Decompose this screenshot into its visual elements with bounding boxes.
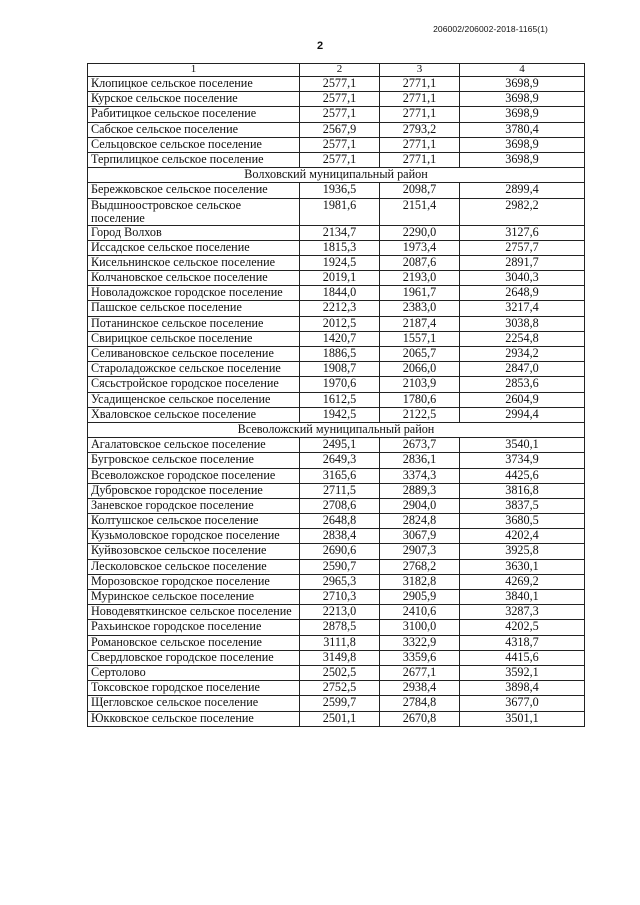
value-cell-col4: 3816,8 [460,483,585,498]
column-header: 2 [300,64,380,77]
value-cell-col4: 3287,3 [460,605,585,620]
table-row [88,198,585,225]
value-cell-col3: 2905,9 [380,590,460,605]
value-cell-col3: 1961,7 [380,286,460,301]
value-cell-col4: 3680,5 [460,514,585,529]
settlement-name-cell: Селивановское сельское поселение [88,347,300,362]
value-cell-col3: 2824,8 [380,514,460,529]
value-cell-col4: 2891,7 [460,255,585,270]
value-cell-col2: 2577,1 [300,137,380,152]
settlement-name-cell: Щегловское сельское поселение [88,696,300,711]
settlement-name-cell: Юкковское сельское поселение [88,711,300,726]
value-cell-col3: 3182,8 [380,574,460,589]
value-cell-col2: 2012,5 [300,316,380,331]
settlement-name-cell: Сясьстройское городское поселение [88,377,300,392]
value-cell-col2: 2690,6 [300,544,380,559]
table-row [88,271,585,286]
settlement-name-cell: Выдшноостровское сельское поселение [88,198,300,225]
section-title: Волховский муниципальный район [88,168,585,183]
value-cell-col2: 1844,0 [300,286,380,301]
value-cell-col2: 3149,8 [300,650,380,665]
value-cell-col3: 2771,1 [380,137,460,152]
value-cell-col4: 3677,0 [460,696,585,711]
value-cell-col2: 2502,5 [300,665,380,680]
column-header: 3 [380,64,460,77]
table-row [88,468,585,483]
value-cell-col4: 2899,4 [460,183,585,198]
settlement-name-cell: Хваловское сельское поселение [88,407,300,422]
value-cell-col3: 2290,0 [380,225,460,240]
value-cell-col2: 1815,3 [300,240,380,255]
table-header-row [88,64,585,77]
value-cell-col2: 2648,8 [300,514,380,529]
settlement-name-cell: Свердловское городское поселение [88,650,300,665]
settlement-name-cell: Курское сельское поселение [88,92,300,107]
value-cell-col4: 3698,9 [460,107,585,122]
value-cell-col2: 2577,1 [300,152,380,167]
settlement-name-cell: Заневское городское поселение [88,498,300,513]
value-cell-col4: 3734,9 [460,453,585,468]
value-cell-col4: 3592,1 [460,665,585,680]
value-cell-col4: 3837,5 [460,498,585,513]
value-cell-col4: 3501,1 [460,711,585,726]
settlement-name-cell: Морозовское городское поселение [88,574,300,589]
table-row [88,544,585,559]
value-cell-col2: 2567,9 [300,122,380,137]
value-cell-col3: 2889,3 [380,483,460,498]
table-row [88,483,585,498]
value-cell-col3: 1780,6 [380,392,460,407]
value-cell-col3: 2103,9 [380,377,460,392]
value-cell-col3: 3100,0 [380,620,460,635]
settlement-name-cell: Пашское сельское поселение [88,301,300,316]
section-row [88,422,585,437]
value-cell-col2: 1886,5 [300,347,380,362]
column-header: 4 [460,64,585,77]
table-row [88,301,585,316]
value-cell-col2: 1924,5 [300,255,380,270]
value-cell-col3: 2784,8 [380,696,460,711]
value-cell-col4: 2847,0 [460,362,585,377]
value-cell-col4: 4415,6 [460,650,585,665]
table-row [88,665,585,680]
table-row [88,225,585,240]
value-cell-col3: 2836,1 [380,453,460,468]
value-cell-col2: 3111,8 [300,635,380,650]
table-row [88,696,585,711]
column-header: 1 [88,64,300,77]
value-cell-col4: 2994,4 [460,407,585,422]
value-cell-col3: 2768,2 [380,559,460,574]
value-cell-col2: 2577,1 [300,107,380,122]
value-cell-col3: 2187,4 [380,316,460,331]
value-cell-col3: 2793,2 [380,122,460,137]
value-cell-col3: 2771,1 [380,107,460,122]
value-cell-col3: 3322,9 [380,635,460,650]
value-cell-col2: 2019,1 [300,271,380,286]
value-cell-col3: 1973,4 [380,240,460,255]
table-row [88,605,585,620]
value-cell-col2: 2577,1 [300,92,380,107]
value-cell-col4: 2604,9 [460,392,585,407]
value-cell-col4: 2934,2 [460,347,585,362]
value-cell-col2: 1612,5 [300,392,380,407]
settlement-name-cell: Романовское сельское поселение [88,635,300,650]
settlement-name-cell: Сертолово [88,665,300,680]
table-row [88,681,585,696]
value-cell-col2: 1936,5 [300,183,380,198]
settlement-name-cell: Староладожское сельское поселение [88,362,300,377]
value-cell-col4: 4425,6 [460,468,585,483]
value-cell-col4: 3127,6 [460,225,585,240]
table-row [88,331,585,346]
section-row [88,168,585,183]
value-cell-col2: 3165,6 [300,468,380,483]
value-cell-col2: 2495,1 [300,438,380,453]
value-cell-col2: 2212,3 [300,301,380,316]
settlement-name-cell: Рабитицкое сельское поселение [88,107,300,122]
settlement-name-cell: Новоладожское городское поселение [88,286,300,301]
value-cell-col2: 2577,1 [300,77,380,92]
value-cell-col2: 2878,5 [300,620,380,635]
settlement-name-cell: Свирицкое сельское поселение [88,331,300,346]
value-cell-col3: 2383,0 [380,301,460,316]
value-cell-col2: 2708,6 [300,498,380,513]
value-cell-col2: 2213,0 [300,605,380,620]
document-id: 206002/206002-2018-1165(1) [433,24,548,34]
table-row [88,620,585,635]
settlement-name-cell: Сабское сельское поселение [88,122,300,137]
settlement-name-cell: Кисельнинское сельское поселение [88,255,300,270]
table-row [88,574,585,589]
value-cell-col3: 2122,5 [380,407,460,422]
value-cell-col4: 3898,4 [460,681,585,696]
table-row [88,650,585,665]
value-cell-col4: 4318,7 [460,635,585,650]
value-cell-col4: 3780,4 [460,122,585,137]
table-row [88,711,585,726]
value-cell-col3: 2771,1 [380,77,460,92]
table-row [88,635,585,650]
value-cell-col4: 3925,8 [460,544,585,559]
value-cell-col2: 2590,7 [300,559,380,574]
table-row [88,92,585,107]
value-cell-col2: 1420,7 [300,331,380,346]
table-row [88,107,585,122]
value-cell-col4: 3698,9 [460,152,585,167]
table-row [88,438,585,453]
value-cell-col3: 2771,1 [380,152,460,167]
table-row [88,255,585,270]
value-cell-col3: 2098,7 [380,183,460,198]
value-cell-col2: 2711,5 [300,483,380,498]
value-cell-col4: 3698,9 [460,77,585,92]
value-cell-col4: 2757,7 [460,240,585,255]
settlement-name-cell: Потанинское сельское поселение [88,316,300,331]
settlement-name-cell: Город Волхов [88,225,300,240]
value-cell-col3: 2151,4 [380,198,460,225]
table-row [88,137,585,152]
table-row [88,377,585,392]
settlement-name-cell: Новодевяткинское сельское поселение [88,605,300,620]
value-cell-col3: 2087,6 [380,255,460,270]
value-cell-col4: 3040,3 [460,271,585,286]
value-cell-col4: 3630,1 [460,559,585,574]
value-cell-col2: 2838,4 [300,529,380,544]
table-row [88,240,585,255]
settlement-name-cell: Токсовское городское поселение [88,681,300,696]
value-cell-col3: 2670,8 [380,711,460,726]
value-cell-col4: 3840,1 [460,590,585,605]
table-row [88,347,585,362]
value-cell-col4: 2982,2 [460,198,585,225]
value-cell-col3: 3067,9 [380,529,460,544]
table-row [88,392,585,407]
value-cell-col3: 2938,4 [380,681,460,696]
table-row [88,362,585,377]
table-row [88,122,585,137]
data-table [87,63,585,727]
table-row [88,559,585,574]
settlement-name-cell: Бережковское сельское поселение [88,183,300,198]
value-cell-col2: 1942,5 [300,407,380,422]
settlement-name-cell: Куйвозовское сельское поселение [88,544,300,559]
value-cell-col4: 2853,6 [460,377,585,392]
value-cell-col2: 2134,7 [300,225,380,240]
value-cell-col3: 2771,1 [380,92,460,107]
value-cell-col2: 2501,1 [300,711,380,726]
value-cell-col4: 4202,5 [460,620,585,635]
settlement-name-cell: Кузьмоловское городское поселение [88,529,300,544]
settlement-name-cell: Усадищенское сельское поселение [88,392,300,407]
settlement-name-cell: Колчановское сельское поселение [88,271,300,286]
value-cell-col2: 1908,7 [300,362,380,377]
settlement-name-cell: Муринское сельское поселение [88,590,300,605]
value-cell-col2: 2752,5 [300,681,380,696]
value-cell-col3: 2907,3 [380,544,460,559]
table-body [88,64,585,727]
value-cell-col3: 2066,0 [380,362,460,377]
table-row [88,453,585,468]
table-row [88,590,585,605]
table-row [88,529,585,544]
table-row [88,498,585,513]
value-cell-col3: 2673,7 [380,438,460,453]
value-cell-col2: 2710,3 [300,590,380,605]
value-cell-col4: 4269,2 [460,574,585,589]
value-cell-col2: 2965,3 [300,574,380,589]
settlement-name-cell: Рахьинское городское поселение [88,620,300,635]
settlement-name-cell: Лесколовское сельское поселение [88,559,300,574]
settlement-name-cell: Сельцовское сельское поселение [88,137,300,152]
section-title: Всеволожский муниципальный район [88,422,585,437]
settlement-name-cell: Дубровское городское поселение [88,483,300,498]
settlement-name-cell: Всеволожское городское поселение [88,468,300,483]
settlement-name-cell: Терпилицкое сельское поселение [88,152,300,167]
value-cell-col4: 3698,9 [460,137,585,152]
table-row [88,183,585,198]
value-cell-col4: 2254,8 [460,331,585,346]
value-cell-col3: 3374,3 [380,468,460,483]
table-row [88,407,585,422]
value-cell-col3: 2904,0 [380,498,460,513]
value-cell-col3: 1557,1 [380,331,460,346]
value-cell-col3: 2410,6 [380,605,460,620]
value-cell-col2: 1970,6 [300,377,380,392]
value-cell-col4: 2648,9 [460,286,585,301]
value-cell-col4: 4202,4 [460,529,585,544]
table-row [88,316,585,331]
value-cell-col4: 3038,8 [460,316,585,331]
value-cell-col4: 3698,9 [460,92,585,107]
table-row [88,152,585,167]
settlement-name-cell: Бугровское сельское поселение [88,453,300,468]
value-cell-col4: 3217,4 [460,301,585,316]
value-cell-col2: 1981,6 [300,198,380,225]
table-row [88,286,585,301]
value-cell-col2: 2649,3 [300,453,380,468]
settlement-name-cell: Клопицкое сельское поселение [88,77,300,92]
value-cell-col3: 2193,0 [380,271,460,286]
value-cell-col3: 2065,7 [380,347,460,362]
page-number: 2 [316,40,324,52]
value-cell-col4: 3540,1 [460,438,585,453]
table-row [88,514,585,529]
value-cell-col3: 2677,1 [380,665,460,680]
table-row [88,77,585,92]
value-cell-col3: 3359,6 [380,650,460,665]
settlement-name-cell: Иссадское сельское поселение [88,240,300,255]
settlement-name-cell: Агалатовское сельское поселение [88,438,300,453]
value-cell-col2: 2599,7 [300,696,380,711]
settlement-name-cell: Колтушское сельское поселение [88,514,300,529]
